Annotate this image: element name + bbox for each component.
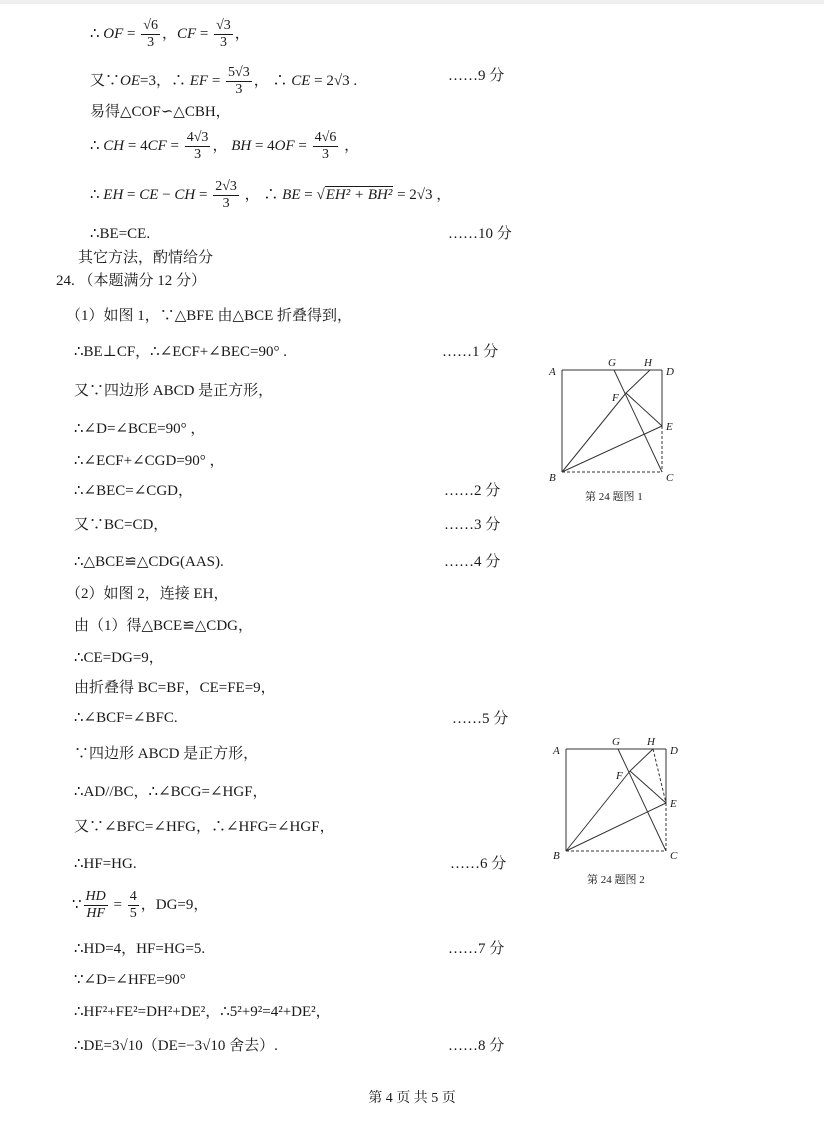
- solution-line-3: 易得△COF∽△CBH，: [90, 104, 231, 120]
- note-other-methods: 其它方法，酌情给分: [78, 250, 214, 266]
- top-border: [0, 0, 824, 4]
- score-3: ……3 分: [444, 517, 501, 533]
- solution-line-16: ∴△BCE≌△CDG(AAS).: [74, 554, 224, 570]
- fig1-label-a: A: [549, 366, 556, 378]
- fig1-label-e: E: [666, 421, 673, 433]
- part-2-intro: （2）如图 2，连接 EH，: [66, 586, 229, 602]
- figure-1-caption: 第 24 题图 1: [585, 491, 643, 503]
- fig1-line-gc: [614, 370, 662, 472]
- solution-line-11: 又∵四边形 ABCD 是正方形，: [74, 383, 274, 399]
- solution-line-26: ∵ $\frac{HD}{HF}$ = $\frac{4}{5}$ ，DG=9，: [72, 889, 209, 921]
- fig1-label-f: F: [612, 392, 619, 404]
- fig2-line-hf: [630, 749, 653, 771]
- figure-1: [540, 355, 690, 485]
- score-5: ……5 分: [452, 711, 509, 727]
- figure-2: [545, 733, 695, 863]
- fig1-label-h: H: [644, 357, 652, 369]
- page-footer: 第 4 页 共 5 页: [368, 1091, 456, 1106]
- solution-line-1: ∴ OF = $\frac{√6}{3}$ ，CF = $\frac{√3}{3}$ ，: [90, 18, 250, 50]
- fig1-line-hf: [626, 370, 650, 393]
- fig1-line-bf: [562, 393, 626, 472]
- solution-line-29: ∴HF²+FE²=DH²+DE²，∴5²+9²=4²+DE²，: [74, 1004, 331, 1020]
- score-9: ……9 分: [448, 68, 505, 84]
- score-8: ……8 分: [448, 1038, 505, 1054]
- solution-line-19: ∴CE=DG=9，: [74, 650, 164, 666]
- figure-2-caption: 第 24 题图 2: [587, 874, 645, 886]
- solution-line-18: 由（1）得△BCE≌△CDG，: [74, 618, 253, 634]
- score-10: ……10 分: [448, 226, 512, 242]
- solution-line-13: ∴∠ECF+∠CGD=90° ，: [74, 453, 225, 469]
- fig1-line-be: [562, 426, 662, 472]
- solution-line-4: ∴ CH = 4CF = $\frac{4√3}{3}$ ， BH = 4OF = $\frac{4√6}{3}$ ，: [90, 130, 360, 162]
- score-1: ……1 分: [442, 344, 499, 360]
- solution-line-2: 又∵OE=3，∴ EF = $\frac{5√3}{3}$ ， ∴ CE = 2√3 .: [90, 65, 358, 97]
- fig2-label-b: B: [553, 850, 560, 862]
- solution-line-22: ∵四边形 ABCD 是正方形，: [74, 746, 259, 762]
- fig2-label-d: D: [670, 745, 678, 757]
- fig2-line-gc: [618, 749, 666, 851]
- solution-line-10: ∴BE⊥CF，∴∠ECF+∠BEC=90° .: [74, 344, 287, 360]
- fig2-line-eh: [653, 749, 666, 803]
- solution-line-28: ∵∠D=∠HFE=90°: [74, 972, 186, 988]
- fig2-label-a: A: [553, 745, 560, 757]
- solution-line-25: ∴HF=HG.: [74, 856, 137, 872]
- solution-line-14: ∴∠BEC=∠CGD，: [74, 483, 193, 499]
- fig1-label-b: B: [549, 472, 556, 484]
- fig1-label-c: C: [666, 472, 674, 484]
- fig2-label-c: C: [670, 850, 678, 862]
- fig2-label-e: E: [670, 798, 677, 810]
- fig1-line-fe: [626, 393, 662, 426]
- solution-line-20: 由折叠得 BC=BF，CE=FE=9，: [74, 680, 276, 696]
- fig2-line-be: [566, 803, 666, 851]
- solution-line-15: 又∵BC=CD，: [74, 517, 169, 533]
- question-24-header: 24. （本题满分 12 分）: [56, 273, 207, 289]
- fig2-label-h: H: [647, 736, 655, 748]
- score-4: ……4 分: [444, 554, 501, 570]
- fig1-label-g: G: [608, 357, 616, 369]
- solution-line-30: ∴DE=3√10（DE=−3√10 舍去）.: [74, 1038, 278, 1054]
- part-1-intro: （1）如图 1，∵△BFE 由△BCE 折叠得到，: [66, 308, 353, 324]
- score-2: ……2 分: [444, 483, 501, 499]
- score-6: ……6 分: [450, 856, 507, 872]
- solution-line-6: ∴BE=CE.: [90, 226, 151, 242]
- solution-line-5: ∴ EH = CE − CH = $\frac{2√3}{3}$ ， ∴ BE = √EH² + BH² = 2√3 ，: [90, 179, 452, 211]
- solution-line-21: ∴∠BCF=∠BFC.: [74, 710, 178, 726]
- score-7: ……7 分: [448, 941, 505, 957]
- fig2-label-f: F: [616, 770, 623, 782]
- solution-line-24: 又∵∠BFC=∠HFG，∴∠HFG=∠HGF，: [74, 819, 335, 835]
- solution-line-12: ∴∠D=∠BCE=90° ，: [74, 421, 206, 437]
- fig2-line-bf: [566, 771, 630, 851]
- fig1-label-d: D: [666, 366, 674, 378]
- fig2-label-g: G: [612, 736, 620, 748]
- solution-line-23: ∴AD//BC，∴∠BCG=∠HGF，: [74, 784, 268, 800]
- solution-line-27: ∴HD=4，HF=HG=5.: [74, 941, 206, 957]
